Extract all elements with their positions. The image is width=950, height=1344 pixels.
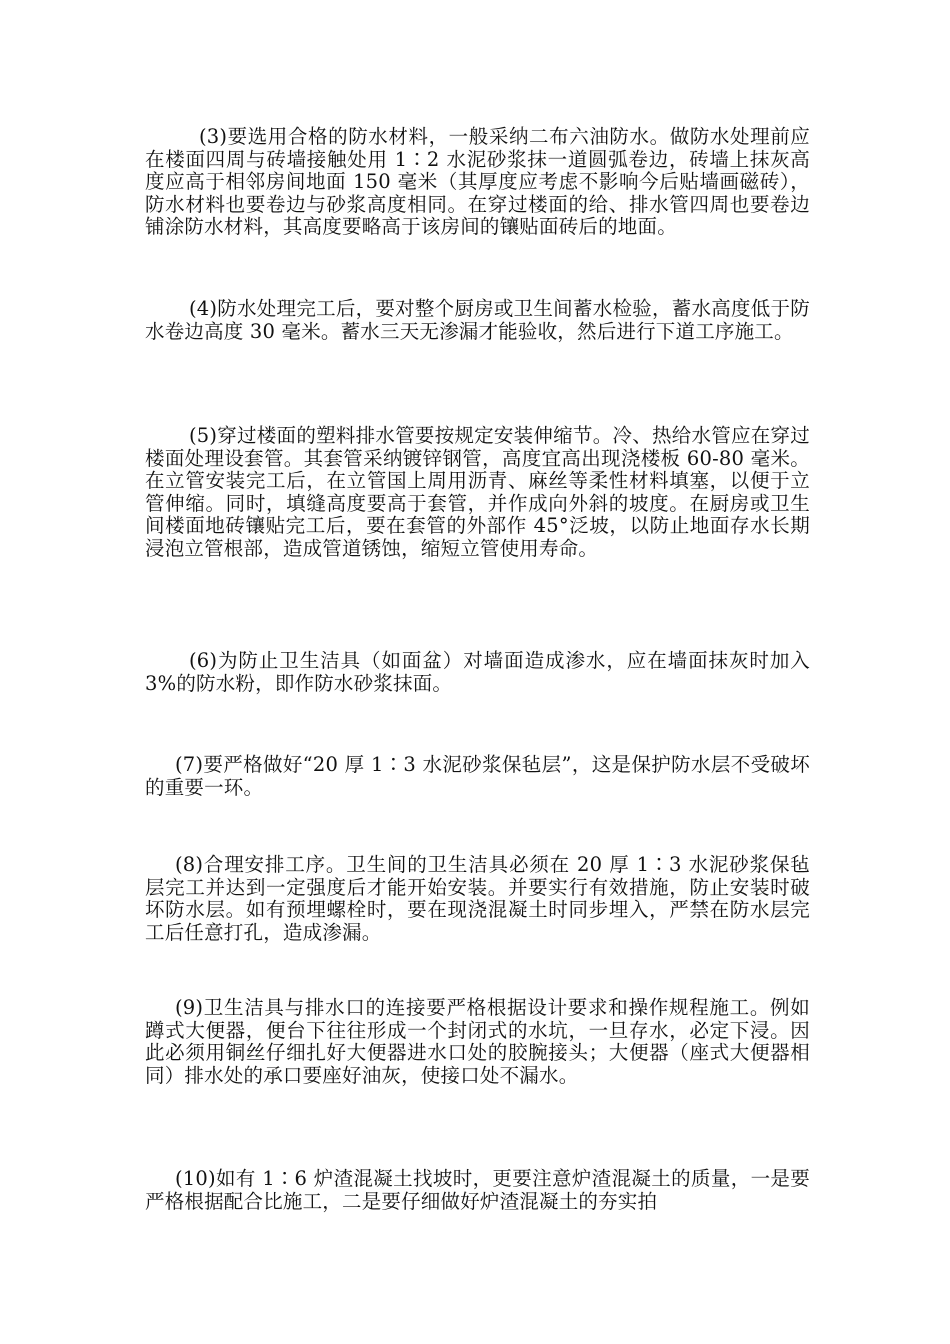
paragraph-6: (6)为防止卫生洁具（如面盆）对墙面造成渗水，应在墙面抹灰时加入 3%的防水粉，即作防水砂浆抹面。 (145, 649, 810, 695)
paragraph-4: (4)防水处理完工后，要对整个厨房或卫生间蓄水检验，蓄水高度低于防水卷边高度 30 毫米。蓄水三天无渗漏才能验收，然后进行下道工序施工。 (145, 297, 810, 343)
paragraph-7: (7)要严格做好“20 厚 1∶3 水泥砂浆保毡层”，这是保护防水层不受破坏的重要一环。 (145, 753, 810, 799)
paragraph-5: (5)穿过楼面的塑料排水管要按规定安装伸缩节。冷、热给水管应在穿过楼面处理设套管。其套管采纳镀锌钢管，高度宜高出现浇楼板 60-80 毫米。在立管安装完工后，在立管国上周用沥青、麻丝等柔性材料填塞，以便于立管伸缩。同时，填缝高度要高于套管，并作成向外斜的坡度。在厨房或卫生间楼面地砖镶贴完工后，要在套管的外部作 45°泛坡，以防止地面存水长期浸泡立管根部，造成管道锈蚀，缩短立管使用寿命。 (145, 424, 810, 560)
paragraph-8: (8)合理安排工序。卫生间的卫生洁具必须在 20 厚 1∶3 水泥砂浆保毡层完工并达到一定强度后才能开始安装。并要实行有效措施，防止安装时破坏防水层。如有预埋螺栓时，要在现浇混凝土时同步埋入，严禁在防水层完工后任意打孔，造成渗漏。 (145, 853, 810, 944)
paragraph-3: (3)要选用合格的防水材料，一般采纳二布六油防水。做防水处理前应在楼面四周与砖墙接触处用 1∶2 水泥砂浆抹一道圆弧卷边，砖墙上抹灰高度应高于相邻房间地面 150 毫米（其厚度应考虑不影响今后贴墙画磁砖），防水材料也要卷边与砂浆高度相同。在穿过楼面的给、排水管四周也要卷边铺涂防水材料，其高度要略高于该房间的镶贴面砖后的地面。 (145, 125, 810, 239)
paragraph-9: (9)卫生洁具与排水口的连接要严格根据设计要求和操作规程施工。例如蹲式大便器，便台下往往形成一个封闭式的水坑，一旦存水，必定下浸。因此必须用铜丝仔细扎好大便器进水口处的胶腕接头；大便器（座式大便器相同）排水处的承口要座好油灰，使接口处不漏水。 (145, 996, 810, 1087)
paragraph-10: (10)如有 1∶6 炉渣混凝土找坡时，更要注意炉渣混凝土的质量，一是要严格根据配合比施工，二是要仔细做好炉渣混凝土的夯实拍 (145, 1167, 810, 1213)
